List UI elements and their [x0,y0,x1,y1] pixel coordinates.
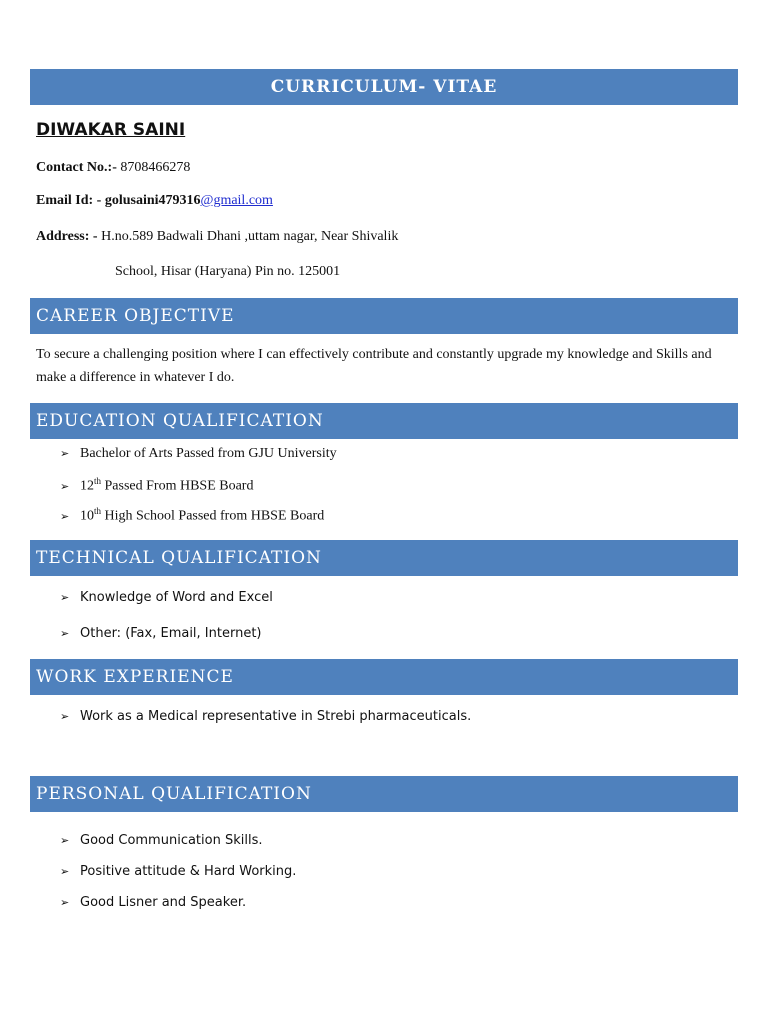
technical-item-text: Knowledge of Word and Excel [80,590,273,605]
education-item-number: 12 [80,478,94,494]
address-label: Address: - [36,229,98,244]
education-item [60,446,337,462]
address-text-1: H.no.589 Badwali Dhani ,uttam nagar, Near Shivalik [101,229,399,244]
arrow-bullet-icon: ➢ [60,834,70,847]
resume-title-bar [30,69,738,105]
contact-number-value: 8708466278 [120,160,191,175]
email-line [36,193,273,209]
personal-item-text: Positive attitude & Hard Working. [80,864,297,879]
email-domain-link[interactable]: @gmail.com [200,193,273,208]
resume-title: CURRICULUM- VITAE [270,77,498,97]
arrow-bullet-icon: ➢ [60,710,70,723]
career-objective-header [30,298,738,334]
personal-item [60,895,246,910]
contact-number-label: Contact No.:- [36,160,117,175]
education-header [30,403,738,439]
email-user: golusaini479316 [104,193,201,208]
arrow-bullet-icon: ➢ [60,509,70,523]
personal-item-text: Good Communication Skills. [80,833,263,848]
education-item-text: Passed From HBSE Board [104,478,254,494]
arrow-bullet-icon: ➢ [60,447,70,460]
candidate-name: DIWAKAR SAINI [36,120,186,140]
technical-header [30,540,738,576]
arrow-bullet-icon: ➢ [60,865,70,878]
personal-header [30,776,738,812]
arrow-bullet-icon: ➢ [60,627,70,640]
arrow-bullet-icon: ➢ [60,896,70,909]
personal-item [60,833,262,848]
career-objective-text: To secure a challenging position where I can effectively contribute and constantly upgrade my knowledge and Skills and make a difference in whatever I do. [36,347,712,385]
personal-heading: PERSONAL QUALIFICATION [36,784,312,804]
work-item [60,709,471,724]
contact-number-line [36,160,190,176]
work-experience-header [30,659,738,695]
education-item-number: 10 [80,508,94,524]
arrow-bullet-icon: ➢ [60,479,70,493]
career-objective-heading: CAREER OBJECTIVE [36,306,235,326]
work-experience-heading: WORK EXPERIENCE [36,667,234,687]
education-heading: EDUCATION QUALIFICATION [36,411,324,431]
education-item-text: High School Passed from HBSE Board [104,508,325,524]
address-line-2: School, Hisar (Haryana) Pin no. 125001 [115,264,341,279]
personal-item-text: Good Lisner and Speaker. [80,895,247,910]
education-item-superscript: th [94,476,102,486]
education-item-superscript: th [94,506,102,516]
education-item [60,506,324,525]
technical-item [60,590,273,605]
education-item-text: Bachelor of Arts Passed from GJU University [80,446,337,461]
education-item [60,476,253,495]
technical-item-text: Other: (Fax, Email, Internet) [80,626,262,641]
work-item-text: Work as a Medical representative in Strebi pharmaceuticals. [80,709,472,724]
technical-item [60,626,262,641]
arrow-bullet-icon: ➢ [60,591,70,604]
personal-item [60,864,296,879]
address-line-1 [36,229,398,245]
email-label: Email Id: - [36,193,102,208]
technical-heading: TECHNICAL QUALIFICATION [36,548,322,568]
